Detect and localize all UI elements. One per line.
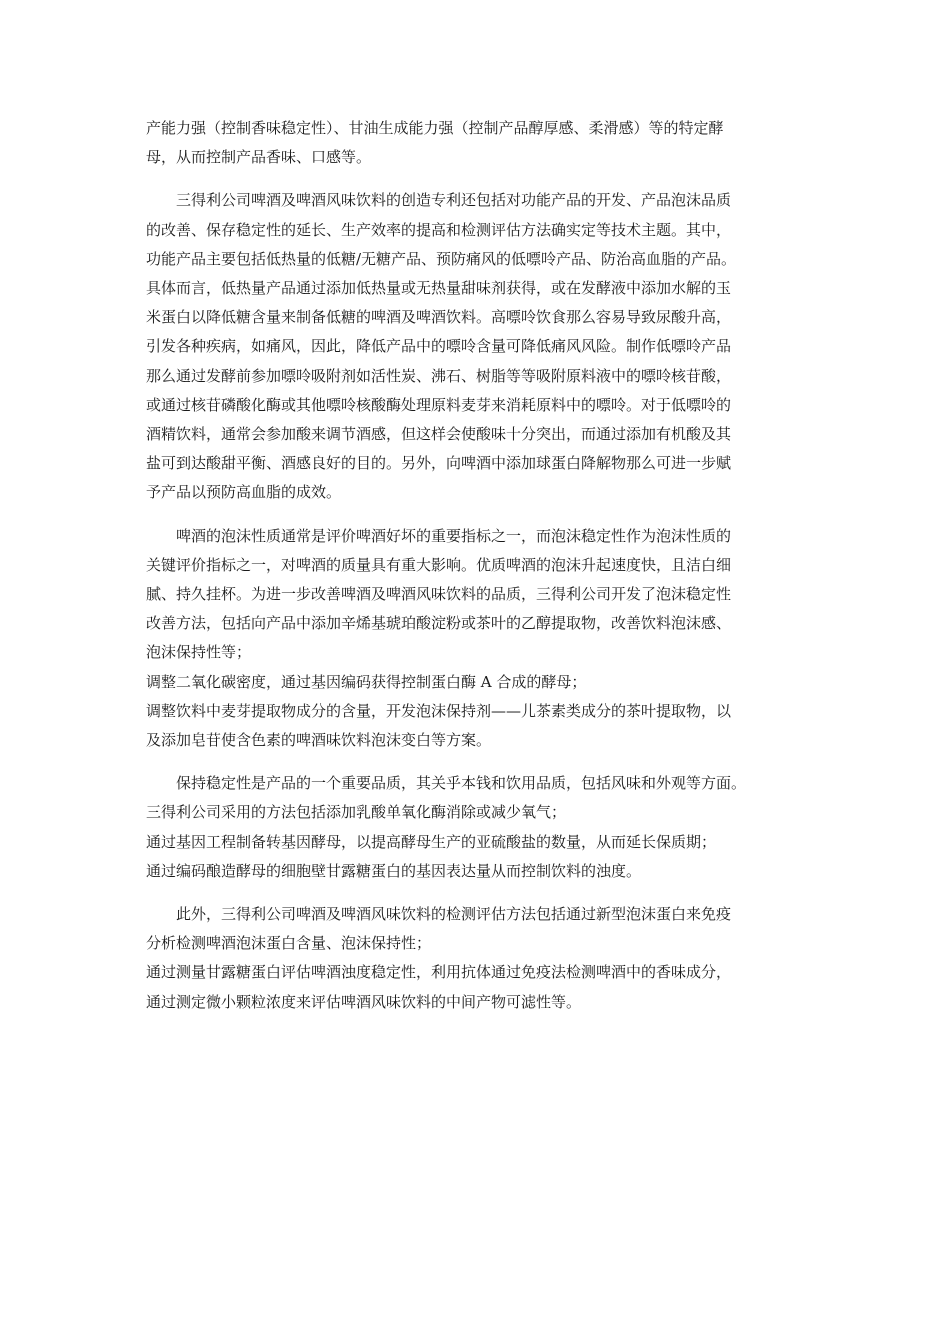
text-line: 通过测量甘露糖蛋白评估啤酒浊度稳定性，利用抗体通过免疫法检测啤酒中的香味成分，	[146, 963, 732, 982]
text-line: 功能产品主要包括低热量的低糖/无糖产品、预防痛风的低嘌呤产品、防治高血脂的产品。	[146, 249, 737, 268]
text-line: 泡沫保持性等；	[146, 643, 252, 662]
text-line: 或通过核苷磷酸化酶或其他嘌呤核酸酶处理原料麦芽来消耗原料中的嘌呤。对于低嘌呤的	[146, 395, 732, 414]
text-line: 分析检测啤酒泡沫蛋白含量、泡沫保持性；	[146, 934, 432, 953]
text-line: 关键评价指标之一，对啤酒的质量具有重大影响。优质啤酒的泡沫升起速度快，且洁白细	[146, 555, 732, 574]
text-line: 具体而言，低热量产品通过添加低热量或无热量甜味剂获得，或在发酵液中添加水解的玉	[146, 279, 732, 298]
text-line: 盐可到达酸甜平衡、酒感良好的目的。另外，向啤酒中添加球蛋白降解物那么可进一步赋	[146, 454, 732, 473]
paragraph-5	[146, 900, 814, 1017]
paragraph-3	[146, 522, 814, 756]
text-line: 调整二氧化碳密度，通过基因编码获得控制蛋白酶 A 合成的酵母；	[146, 672, 587, 691]
text-line: 母，从而控制产品香味、口感等。	[146, 148, 372, 167]
paragraph-1	[146, 114, 814, 172]
text-line: 调整饮料中麦芽提取物成分的含量，开发泡沫保持剂——儿茶素类成分的茶叶提取物，以	[146, 701, 732, 720]
text-line: 及添加皂苷使含色素的啤酒味饮料泡沫变白等方案。	[146, 731, 492, 750]
text-line: 引发各种疾病，如痛风，因此，降低产品中的嘌呤含量可降低痛风风险。制作低嘌呤产品	[146, 337, 732, 356]
text-line: 通过编码酿造酵母的细胞壁甘露糖蛋白的基因表达量从而控制饮料的浊度。	[146, 861, 642, 880]
text-line: 酒精饮料，通常会参加酸来调节酒感，但这样会使酸味十分突出，而通过添加有机酸及其	[146, 425, 732, 444]
text-line: 产能力强（控制香味稳定性）、甘油生成能力强（控制产品醇厚感、柔滑感）等的特定酵	[146, 119, 724, 137]
text-line: 通过测定微小颗粒浓度来评估啤酒风味饮料的中间产物可滤性等。	[146, 992, 582, 1011]
document-page	[146, 114, 814, 1031]
text-line: 啤酒的泡沫性质通常是评价啤酒好坏的重要指标之一，而泡沫稳定性作为泡沫性质的	[176, 526, 732, 545]
text-line: 米蛋白以降低糖含量来制备低糖的啤酒及啤酒饮料。高嘌呤饮食那么容易导致尿酸升高，	[146, 308, 732, 327]
paragraph-2	[146, 186, 814, 507]
text-line: 改善方法，包括向产品中添加辛烯基琥珀酸淀粉或茶叶的乙醇提取物，改善饮料泡沫感、	[146, 614, 732, 633]
text-line: 通过基因工程制备转基因酵母，以提高酵母生产的亚硫酸盐的数量，从而延长保质期；	[146, 832, 717, 851]
text-line: 那么通过发酵前参加嘌呤吸附剂如活性炭、沸石、树脂等等吸附原料液中的嘌呤核苷酸，	[146, 366, 732, 385]
text-line: 的改善、保存稳定性的延长、生产效率的提高和检测评估方法确实定等技术主题。其中，	[146, 220, 732, 239]
paragraph-4	[146, 769, 814, 886]
text-line: 此外，三得利公司啤酒及啤酒风味饮料的检测评估方法包括通过新型泡沫蛋白来免疫	[176, 905, 732, 924]
text-line: 三得利公司采用的方法包括添加乳酸单氧化酶消除或减少氧气；	[146, 803, 567, 822]
text-line: 三得利公司啤酒及啤酒风味饮料的创造专利还包括对功能产品的开发、产品泡沫品质	[176, 191, 732, 210]
text-line: 予产品以预防高血脂的成效。	[146, 483, 342, 502]
text-line: 保持稳定性是产品的一个重要品质，其关乎本钱和饮用品质，包括风味和外观等方面。	[176, 774, 747, 793]
text-line: 腻、持久挂杯。为进一步改善啤酒及啤酒风味饮料的品质，三得利公司开发了泡沫稳定性	[146, 585, 732, 604]
